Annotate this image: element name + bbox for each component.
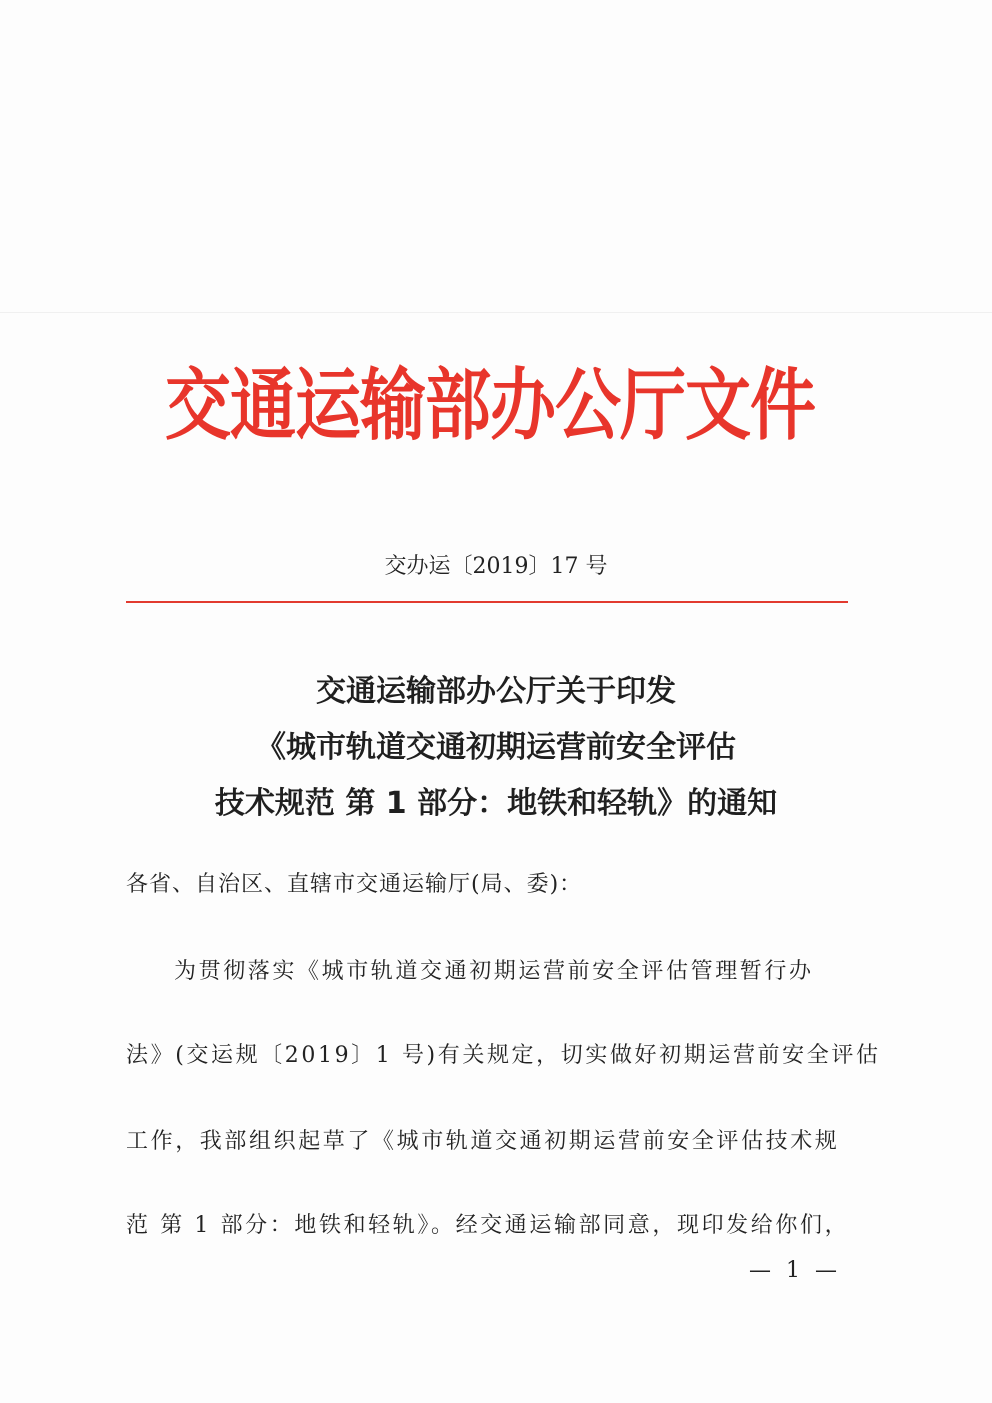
document-title-line-2: 《城市轨道交通初期运营前安全评估 [256,730,736,765]
body-line-2: 法》(交运规〔2019〕1 号)有关规定，切实做好初期运营前安全评估 [126,1043,881,1068]
body-line-1: 为贯彻落实《城市轨道交通初期运营前安全评估管理暂行办 [174,959,814,984]
document-title-line-1: 交通运输部办公厅关于印发 [316,674,676,709]
red-divider-line [126,601,848,603]
document-title-line-3: 技术规范 第 1 部分：地铁和轻轨》的通知 [214,786,778,821]
scan-edge-divider [0,312,992,313]
document-title [100,664,892,832]
agency-header-title: 交通运输部办公厅文件 [165,359,815,451]
salutation: 各省、自治区、直辖市交通运输厅(局、委)： [126,872,583,897]
body-line-3: 工作，我部组织起草了《城市轨道交通初期运营前安全评估技术规 [126,1129,840,1154]
document-number: 交办运〔2019〕17 号 [384,554,608,579]
body-line-4: 范 第 1 部分：地铁和轻轨》。经交通运输部同意，现印发给你们， [126,1213,850,1238]
page-number: — 1 — [749,1258,841,1283]
